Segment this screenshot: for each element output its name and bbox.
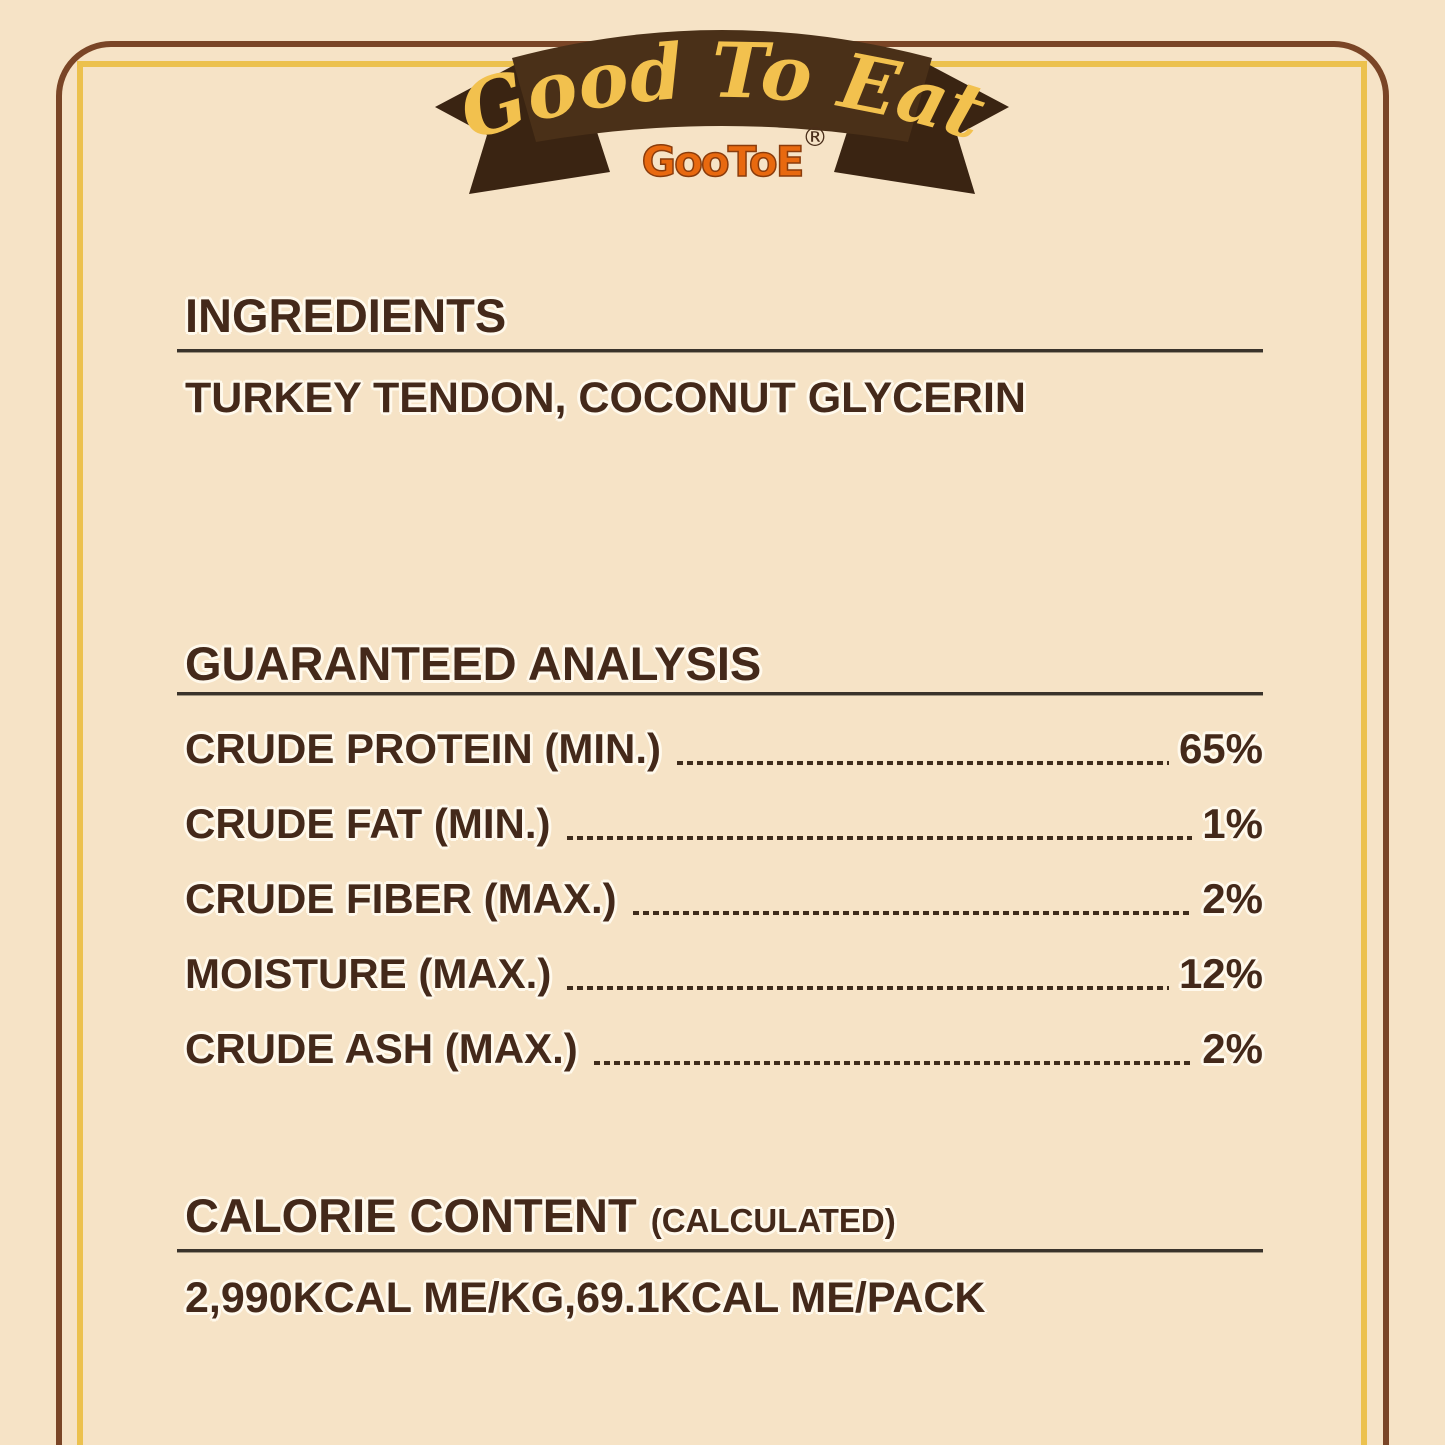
- analysis-row-label: CRUDE FIBER (MAX.): [185, 875, 617, 922]
- ingredients-body: TURKEY TENDON, COCONUT GLYCERIN: [185, 374, 1026, 422]
- calorie-divider: [177, 1249, 1263, 1252]
- analysis-row-value: 2%: [1202, 875, 1263, 922]
- calorie-title-row: [185, 1188, 896, 1249]
- analysis-row-value: 12%: [1178, 950, 1263, 997]
- dotted-leader: [594, 1061, 1193, 1065]
- calorie-title: CALORIE CONTENT: [185, 1189, 637, 1242]
- brand-logo: GooToE: [641, 137, 803, 186]
- analysis-row-value: 1%: [1202, 800, 1263, 847]
- analysis-row-value: 65%: [1178, 725, 1263, 772]
- analysis-divider: [177, 692, 1263, 695]
- analysis-title: GUARANTEED ANALYSIS: [185, 637, 762, 690]
- dotted-leader: [567, 986, 1169, 990]
- dotted-leader: [567, 836, 1193, 840]
- ingredients-title: INGREDIENTS: [185, 289, 507, 342]
- dotted-leader: [677, 761, 1169, 765]
- table-row: [185, 850, 1263, 925]
- calorie-body: 2,990KCAL ME/KG,69.1KCAL ME/PACK: [185, 1274, 986, 1322]
- table-row: [185, 1000, 1263, 1075]
- analysis-row-label: CRUDE FAT (MIN.): [185, 800, 551, 847]
- analysis-row-label: CRUDE ASH (MAX.): [185, 1025, 578, 1072]
- registered-trademark-icon: ®: [802, 123, 828, 153]
- analysis-row-label: MOISTURE (MAX.): [185, 950, 552, 997]
- table-row: [185, 775, 1263, 850]
- analysis-table: [185, 700, 1263, 1075]
- analysis-row-value: 2%: [1202, 1025, 1263, 1072]
- table-row: [185, 925, 1263, 1000]
- brand-banner: [0, 0, 1445, 250]
- table-row: [185, 700, 1263, 775]
- dotted-leader: [633, 911, 1193, 915]
- calorie-subtitle: (CALCULATED): [650, 1202, 896, 1239]
- analysis-row-label: CRUDE PROTEIN (MIN.): [185, 725, 661, 772]
- banner-title: Good To Eat: [449, 25, 996, 158]
- ingredients-divider: [177, 349, 1263, 352]
